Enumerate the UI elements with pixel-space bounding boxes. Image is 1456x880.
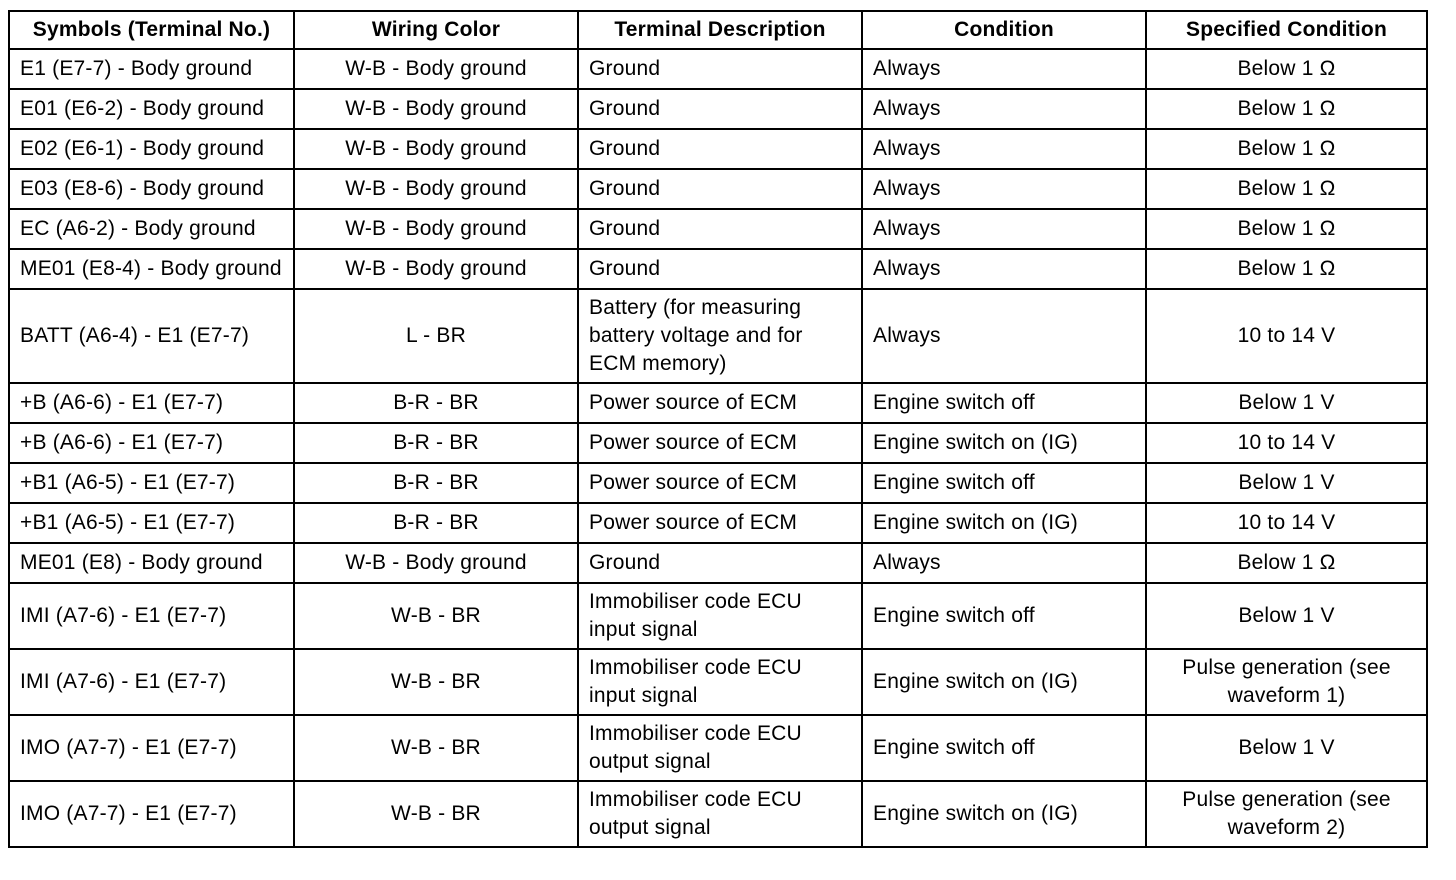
cell-condition: Engine switch off [862, 583, 1146, 649]
cell-symbols: EC (A6-2) - Body ground [9, 209, 294, 249]
column-header-specified-condition: Specified Condition [1146, 11, 1427, 49]
cell-terminal-description: Power source of ECM [578, 383, 862, 423]
cell-terminal-description: Ground [578, 543, 862, 583]
cell-wiring-color: W-B - BR [294, 649, 578, 715]
cell-specified-condition: Below 1 Ω [1146, 543, 1427, 583]
cell-terminal-description: Power source of ECM [578, 463, 862, 503]
table-row [9, 715, 1427, 781]
cell-condition: Engine switch on (IG) [862, 649, 1146, 715]
cell-symbols: IMI (A7-6) - E1 (E7-7) [9, 649, 294, 715]
cell-specified-condition: Pulse generation (see waveform 2) [1146, 781, 1427, 847]
cell-symbols: +B1 (A6-5) - E1 (E7-7) [9, 463, 294, 503]
cell-wiring-color: B-R - BR [294, 423, 578, 463]
cell-symbols: IMO (A7-7) - E1 (E7-7) [9, 715, 294, 781]
cell-specified-condition: 10 to 14 V [1146, 503, 1427, 543]
cell-symbols: IMO (A7-7) - E1 (E7-7) [9, 781, 294, 847]
cell-terminal-description: Battery (for measuring battery voltage and for ECM memory) [578, 289, 862, 383]
cell-wiring-color: W-B - Body ground [294, 543, 578, 583]
cell-wiring-color: W-B - BR [294, 583, 578, 649]
cell-symbols: +B (A6-6) - E1 (E7-7) [9, 423, 294, 463]
cell-specified-condition: Below 1 Ω [1146, 49, 1427, 89]
cell-terminal-description: Immobiliser code ECU input signal [578, 583, 862, 649]
cell-specified-condition: Below 1 Ω [1146, 169, 1427, 209]
table-row [9, 49, 1427, 89]
cell-condition: Always [862, 49, 1146, 89]
table-row [9, 209, 1427, 249]
table-row [9, 129, 1427, 169]
table-row [9, 89, 1427, 129]
cell-wiring-color: B-R - BR [294, 463, 578, 503]
document-page [8, 10, 1440, 848]
cell-terminal-description: Ground [578, 209, 862, 249]
table-row [9, 249, 1427, 289]
table-body [9, 49, 1427, 847]
cell-condition: Always [862, 543, 1146, 583]
cell-symbols: E01 (E6-2) - Body ground [9, 89, 294, 129]
cell-terminal-description: Ground [578, 129, 862, 169]
cell-condition: Engine switch off [862, 463, 1146, 503]
cell-terminal-description: Ground [578, 249, 862, 289]
cell-symbols: ME01 (E8-4) - Body ground [9, 249, 294, 289]
cell-specified-condition: Below 1 Ω [1146, 249, 1427, 289]
cell-wiring-color: W-B - BR [294, 715, 578, 781]
cell-wiring-color: W-B - Body ground [294, 49, 578, 89]
column-header-symbols: Symbols (Terminal No.) [9, 11, 294, 49]
cell-symbols: E03 (E8-6) - Body ground [9, 169, 294, 209]
column-header-terminal-description: Terminal Description [578, 11, 862, 49]
cell-wiring-color: W-B - Body ground [294, 129, 578, 169]
table-row [9, 649, 1427, 715]
cell-condition: Engine switch on (IG) [862, 423, 1146, 463]
cell-specified-condition: 10 to 14 V [1146, 423, 1427, 463]
cell-symbols: ME01 (E8) - Body ground [9, 543, 294, 583]
cell-condition: Engine switch off [862, 383, 1146, 423]
table-row [9, 543, 1427, 583]
cell-specified-condition: Below 1 V [1146, 383, 1427, 423]
cell-specified-condition: Below 1 V [1146, 583, 1427, 649]
cell-wiring-color: W-B - Body ground [294, 89, 578, 129]
cell-specified-condition: 10 to 14 V [1146, 289, 1427, 383]
cell-wiring-color: B-R - BR [294, 383, 578, 423]
cell-terminal-description: Immobiliser code ECU output signal [578, 715, 862, 781]
cell-condition: Engine switch on (IG) [862, 781, 1146, 847]
header-row [9, 11, 1427, 49]
cell-specified-condition: Below 1 Ω [1146, 89, 1427, 129]
table-header [9, 11, 1427, 49]
table-row [9, 503, 1427, 543]
cell-specified-condition: Below 1 Ω [1146, 129, 1427, 169]
cell-condition: Always [862, 249, 1146, 289]
cell-symbols: IMI (A7-6) - E1 (E7-7) [9, 583, 294, 649]
table-row [9, 383, 1427, 423]
table-row [9, 583, 1427, 649]
table-row [9, 423, 1427, 463]
cell-specified-condition: Below 1 Ω [1146, 209, 1427, 249]
cell-condition: Always [862, 89, 1146, 129]
cell-symbols: +B (A6-6) - E1 (E7-7) [9, 383, 294, 423]
table-row [9, 169, 1427, 209]
cell-condition: Engine switch on (IG) [862, 503, 1146, 543]
cell-terminal-description: Ground [578, 169, 862, 209]
table-row [9, 781, 1427, 847]
terminal-table [8, 10, 1428, 848]
cell-symbols: E1 (E7-7) - Body ground [9, 49, 294, 89]
cell-wiring-color: W-B - BR [294, 781, 578, 847]
cell-specified-condition: Pulse generation (see waveform 1) [1146, 649, 1427, 715]
cell-terminal-description: Power source of ECM [578, 503, 862, 543]
cell-condition: Always [862, 169, 1146, 209]
cell-condition: Always [862, 129, 1146, 169]
cell-specified-condition: Below 1 V [1146, 715, 1427, 781]
cell-terminal-description: Immobiliser code ECU input signal [578, 649, 862, 715]
cell-wiring-color: B-R - BR [294, 503, 578, 543]
cell-condition: Always [862, 289, 1146, 383]
table-row [9, 289, 1427, 383]
cell-terminal-description: Immobiliser code ECU output signal [578, 781, 862, 847]
cell-terminal-description: Power source of ECM [578, 423, 862, 463]
table-row [9, 463, 1427, 503]
cell-condition: Always [862, 209, 1146, 249]
cell-wiring-color: W-B - Body ground [294, 209, 578, 249]
cell-specified-condition: Below 1 V [1146, 463, 1427, 503]
cell-symbols: BATT (A6-4) - E1 (E7-7) [9, 289, 294, 383]
cell-terminal-description: Ground [578, 49, 862, 89]
column-header-wiring-color: Wiring Color [294, 11, 578, 49]
cell-wiring-color: W-B - Body ground [294, 169, 578, 209]
cell-wiring-color: L - BR [294, 289, 578, 383]
cell-wiring-color: W-B - Body ground [294, 249, 578, 289]
column-header-condition: Condition [862, 11, 1146, 49]
cell-condition: Engine switch off [862, 715, 1146, 781]
cell-terminal-description: Ground [578, 89, 862, 129]
cell-symbols: E02 (E6-1) - Body ground [9, 129, 294, 169]
cell-symbols: +B1 (A6-5) - E1 (E7-7) [9, 503, 294, 543]
